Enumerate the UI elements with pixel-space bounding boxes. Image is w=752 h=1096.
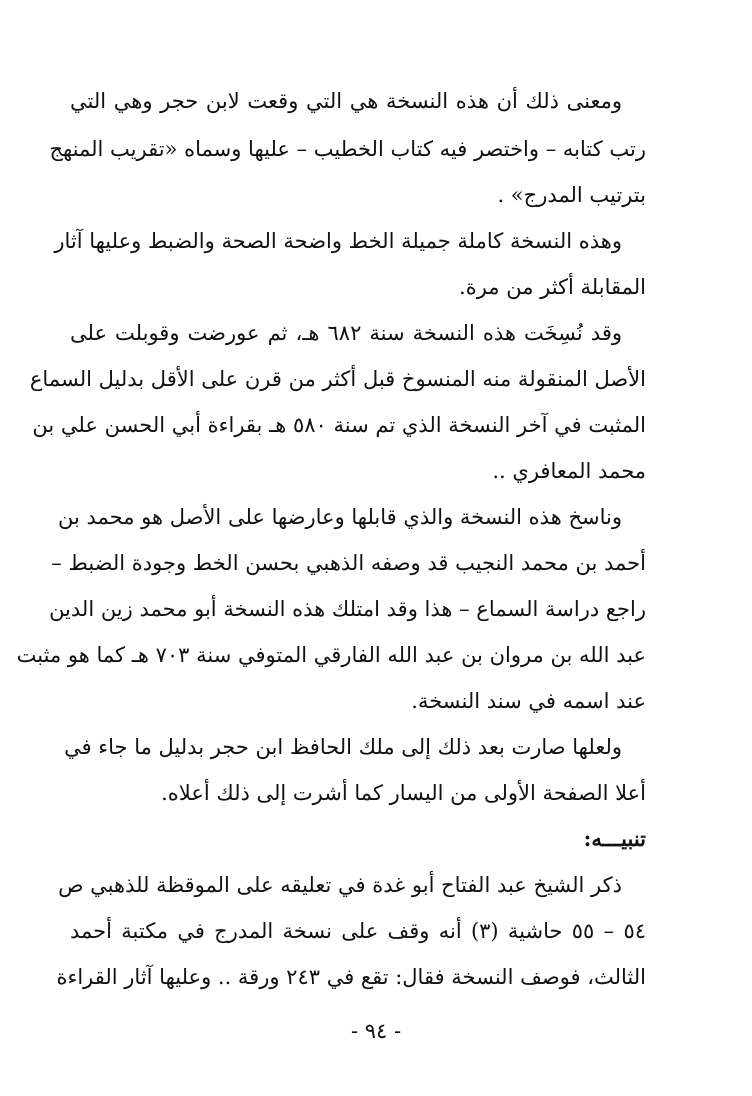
page-number: - ٩٤ - — [350, 1019, 402, 1043]
note-heading: تنبيـــه: — [583, 826, 646, 851]
paragraph-3-line-3: المثبت في آخر النسخة الذي تم سنة ٥٨٠ هـ بقراءة أبي الحسن علي بن — [32, 413, 646, 437]
paragraph-5-line-2: أعلا الصفحة الأولى من اليسار كما أشرت إلى ذلك أعلاه. — [161, 781, 646, 805]
note-line-1: ذكر الشيخ عبد الفتاح أبو غدة في تعليقه على الموقظة للذهبي ص — [58, 873, 622, 897]
paragraph-4-line-2: أحمد بن محمد النجيب قد وصفه الذهبي بحسن الخط وجودة الضبط – — [51, 551, 646, 575]
paragraph-1-line-1: ومعنى ذلك أن هذه النسخة هي التي وقعت لابن حجر وهي التي — [70, 89, 622, 113]
paragraph-2-line-1: وهذه النسخة كاملة جميلة الخط واضحة الصحة والضبط وعليها آثار — [54, 229, 622, 253]
paragraph-4-line-4: عبد الله بن مروان بن عبد الله الفارقي المتوفي سنة ٧٠٣ هـ كما هو مثبت — [16, 643, 646, 667]
note-line-2: ٥٤ – ٥٥ حاشية (٣) أنه وقف على نسخة المدرج في مكتبة أحمد — [70, 919, 646, 943]
paragraph-1-line-3: بترتيب المدرج» . — [497, 183, 646, 207]
paragraph-3-line-1: وقد نُسِخَت هذه النسخة سنة ٦٨٢ هـ، ثم عورضت وقوبلت على — [70, 321, 623, 345]
paragraph-4-line-3: راجع دراسة السماع – هذا وقد امتلك هذه النسخة أبو محمد زين الدين — [49, 597, 646, 621]
paragraph-2-line-2: المقابلة أكثر من مرة. — [459, 275, 646, 299]
note-line-3: الثالث، فوصف النسخة فقال: تقع في ٢٤٣ ورقة .. وعليها آثار القراءة — [56, 965, 646, 989]
paragraph-1-line-2: رتب كتابه – واختصر فيه كتاب الخطيب – عليها وسماه «تقريب المنهج — [49, 137, 646, 161]
paragraph-5-line-1: ولعلها صارت بعد ذلك إلى ملك الحافظ ابن حجر بدليل ما جاء في — [64, 735, 622, 759]
paragraph-3-line-2: الأصل المنقولة منه المنسوخ قبل أكثر من قرن على الأقل بدليل السماع — [29, 367, 646, 391]
paragraph-4-line-1: وناسخ هذه النسخة والذي قابلها وعارضها على الأصل هو محمد بن — [57, 505, 622, 529]
paragraph-4-line-5: عند اسمه في سند النسخة. — [411, 689, 646, 713]
paragraph-3-line-4: محمد المعافري .. — [492, 459, 646, 483]
